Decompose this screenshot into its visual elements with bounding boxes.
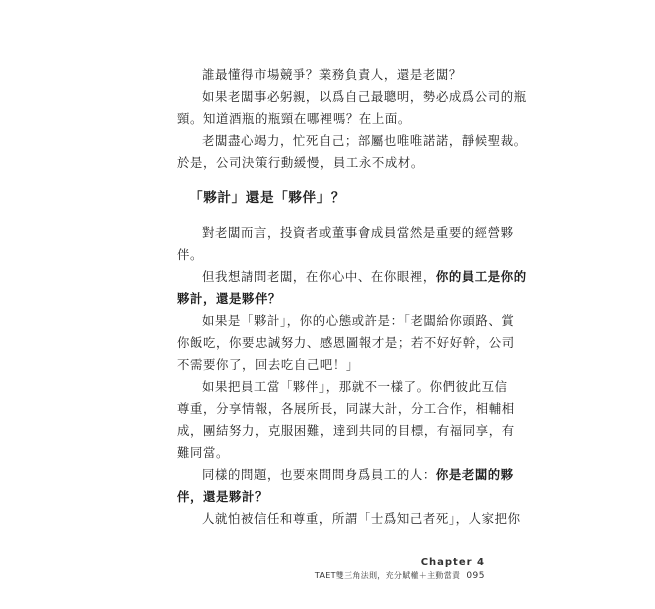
plain-text: 但我想請問老闆，在你心中、在你眼裡， [202,269,436,284]
text-line: 對老闆而言，投資者或董事會成員當然是重要的經營夥 [202,225,514,240]
text-line: 人就怕被信任和尊重，所謂「士爲知己者死」，人家把你 [202,511,521,526]
paragraph-6 [177,310,515,376]
page-number: 095 [466,571,485,581]
text-line [177,288,495,310]
bold-text: 你的員工是你的 [435,269,527,284]
paragraph-5 [177,266,527,310]
paragraph-1 [177,64,495,86]
plain-text: 同樣的問題，也要來問問身爲員工的人： [202,467,436,482]
paragraph-9 [177,508,521,530]
paragraph-7 [177,376,515,464]
page-footer [315,556,485,582]
paragraph-2 [177,86,527,130]
text-line [177,486,495,508]
text-line: 尊重，分享情報，各展所長，同謀大計，分工合作，相輔相 [177,401,515,416]
bold-text: 伴，還是夥計？ [177,489,268,504]
text-line: 你飯吃，你要忠誠努力、感恩圖報才是；若不好好幹，公司 [177,335,515,350]
text-line: 如果把員工當「夥伴」，那就不一樣了。你們彼此互信 [202,379,508,394]
chapter-label: Chapter 4 [420,557,485,568]
running-footer [315,570,485,582]
paragraph-4 [177,222,514,266]
paragraph-8 [177,464,514,508]
section-heading: 「夥計」還是「夥伴」？ [189,190,346,206]
text-line [177,464,514,486]
text-line: 不需要你了，回去吃自己吧！」 [177,357,359,372]
running-title: TAET雙三角法則，充分賦權＋主動當責 [314,571,461,580]
text-line: 頸。知道酒瓶的瓶頸在哪裡嗎？在上面。 [177,111,411,126]
text-line: 成，團結努力，克服困難，達到共同的目標，有福同享，有 [177,423,515,438]
text-line [177,266,527,288]
body-text [177,64,527,530]
text-line: 難同當。 [177,445,229,460]
text-line: 老闆盡心竭力，忙死自己；部屬也唯唯諾諾，靜候聖裁。 [202,133,527,148]
paragraph-3 [177,130,527,174]
text-line: 伴。 [177,247,203,262]
text-line: 誰最懂得市場競爭？業務負責人，還是老闆？ [202,67,462,82]
bold-text: 你是老闆的夥 [435,467,514,482]
bold-text: 夥計，還是夥伴？ [177,291,281,306]
text-line: 於是，公司決策行動緩慢，員工永不成材。 [177,155,424,170]
text-line: 如果是「夥計」，你的心態或許是：「老闆給你頭路、賞 [202,313,515,328]
text-line: 如果老闆事必躬親，以爲自己最聰明，勢必成爲公司的瓶 [202,89,527,104]
